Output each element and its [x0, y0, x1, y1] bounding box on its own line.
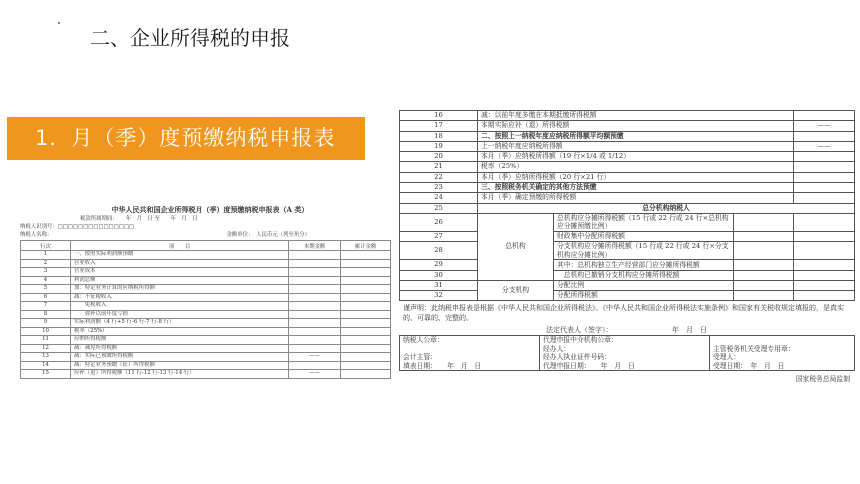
form-title: 中华人民共和国企业所得税月（季）度预缴纳税申报表（A 类）	[111, 205, 309, 214]
row-number: 31	[400, 280, 478, 290]
current-amount	[289, 285, 341, 294]
row-number: 13	[21, 353, 71, 362]
row-number: 6	[21, 293, 71, 302]
row-item: 分配比例	[554, 280, 734, 290]
sig-taxpayer: 纳税人公章： 会计主管： 填表日期： 年 月 日	[400, 336, 540, 371]
current-amount	[289, 276, 341, 285]
table-row	[400, 231, 855, 241]
row-number: 7	[21, 302, 71, 311]
row-number: 23	[400, 183, 478, 193]
row-number: 20	[400, 152, 478, 162]
bullet-dot	[58, 22, 60, 24]
current-amount	[289, 336, 341, 345]
current-amount	[289, 251, 341, 260]
row-number: 3	[21, 268, 71, 277]
cumulative-amount	[341, 353, 391, 362]
row-item: 本月（季）应纳税所得额（19 行×1/4 或 1/12）	[478, 152, 794, 162]
table-row	[21, 344, 391, 353]
cumulative-amount	[341, 319, 391, 328]
table-row	[21, 327, 391, 336]
col-header: 本期金额	[289, 241, 341, 251]
taxpayer-name: 纳税人名称：	[20, 232, 53, 238]
tax-period: 税款所属期间： 年 月 日 至 年 月 日	[80, 216, 198, 222]
left-form	[20, 205, 390, 379]
cumulative-amount	[341, 361, 391, 370]
cumulative-amount	[341, 302, 391, 311]
current-amount	[734, 231, 794, 241]
current-amount	[289, 259, 341, 268]
dash-mark: ——	[309, 353, 320, 359]
row-item: 减：特定业务预缴（征）所得税额	[71, 361, 289, 370]
current-amount	[794, 131, 855, 141]
row-item: 营业成本	[71, 268, 289, 277]
sig-agent: 代理申报中介机构公章： 经办人： 经办人执业证件号码： 代理申报日期： 年 月 日	[540, 336, 710, 371]
table-row	[21, 276, 391, 285]
current-amount	[794, 141, 855, 151]
table-row	[21, 285, 391, 294]
cumulative-amount	[341, 310, 391, 319]
table-row	[400, 280, 855, 290]
section-banner: 1．月（季）度预缴纳税申报表	[7, 117, 365, 160]
current-amount	[794, 121, 855, 131]
table-row	[21, 302, 391, 311]
row-item: 一、按照实际利润额预缴	[71, 251, 289, 260]
current-amount	[289, 302, 341, 311]
table-row	[21, 370, 391, 379]
row-item: 加：特定业务计算的应纳税所得额	[71, 285, 289, 294]
table-row	[21, 268, 391, 277]
declaration: 谨声明：此纳税申报表是根据《中华人民共和国企业所得税法》、《中华人民共和国企业所得税法实施条例》和国家有关税收规定填报的，是真实的、可靠的、完整的。	[403, 304, 844, 323]
cumulative-amount	[341, 370, 391, 379]
row-item: 总分机构纳税人	[478, 203, 855, 213]
col-header: 项 目	[71, 241, 289, 251]
col-header: 行次	[21, 241, 71, 251]
cumulative-amount	[341, 344, 391, 353]
row-number: 15	[21, 370, 71, 379]
table-row	[400, 131, 855, 141]
current-amount	[289, 353, 341, 362]
current-amount	[289, 344, 341, 353]
table-row	[21, 361, 391, 370]
cumulative-amount	[341, 293, 391, 302]
current-amount	[289, 319, 341, 328]
table-row	[400, 121, 855, 131]
cumulative-amount	[794, 260, 855, 270]
col-header: 累计金额	[341, 241, 391, 251]
row-number: 8	[21, 310, 71, 319]
current-amount	[734, 291, 794, 301]
current-amount	[289, 370, 341, 379]
current-amount	[794, 183, 855, 193]
table-row	[21, 336, 391, 345]
row-number: 4	[21, 276, 71, 285]
table-row	[400, 203, 855, 213]
row-number: 21	[400, 162, 478, 172]
row-item: 减：实际已预缴所得税额	[71, 353, 289, 362]
row-number: 12	[21, 344, 71, 353]
row-item: 总机构已撤销分支机构应分摊所得税额	[554, 270, 734, 280]
row-item: 财政集中分配所得税额	[554, 231, 734, 241]
row-item: 二、按照上一纳税年度应纳税所得额平均额预缴	[478, 131, 794, 141]
row-number: 2	[21, 259, 71, 268]
cumulative-amount	[341, 285, 391, 294]
row-number: 1	[21, 251, 71, 260]
table-row	[400, 141, 855, 151]
table-row	[400, 291, 855, 301]
row-number: 28	[400, 242, 478, 260]
row-number: 30	[400, 270, 478, 280]
table-row	[21, 259, 391, 268]
row-item: 实际利润额（4 行+5 行-6 行-7 行-8 行）	[71, 319, 289, 328]
table-row	[400, 111, 855, 121]
cumulative-amount	[794, 242, 855, 260]
row-number: 25	[400, 203, 478, 213]
cumulative-amount	[794, 291, 855, 301]
current-amount	[794, 152, 855, 162]
row-item: 上一纳税年度应纳税所得额	[478, 141, 794, 151]
cumulative-amount	[341, 336, 391, 345]
row-number: 22	[400, 172, 478, 182]
table-row	[400, 242, 855, 260]
table-row	[21, 251, 391, 260]
table-row	[400, 172, 855, 182]
cumulative-amount	[794, 270, 855, 280]
row-number: 18	[400, 131, 478, 141]
row-number: 10	[21, 327, 71, 336]
row-item: 减：以前年度多缴在本期抵缴所得税额	[478, 111, 794, 121]
table-row	[400, 162, 855, 172]
cumulative-amount	[794, 213, 855, 231]
row-item: 三、按照税务机关确定的其他方法预缴	[478, 183, 794, 193]
row-item: 分支机构应分摊所得税额（15 行或 22 行或 24 行×分支机构应分摊比例）	[554, 242, 734, 260]
current-amount	[794, 172, 855, 182]
cumulative-amount	[341, 251, 391, 260]
row-item: 本期实际应补（退）所得税额	[478, 121, 794, 131]
row-item: 减：不征税收入	[71, 293, 289, 302]
group-label-branch: 分支机构	[478, 280, 554, 301]
group-label-head-office: 总机构	[478, 213, 554, 280]
legal-representative: 法定代表人（签字）： 年 月 日	[546, 326, 707, 335]
cumulative-amount	[341, 268, 391, 277]
row-item: 税率（25%）	[478, 162, 794, 172]
row-item: 应补（退）所得税额（11 行-12 行-13 行-14 行）	[71, 370, 289, 379]
slide-title: 二、企业所得税的申报	[90, 26, 290, 50]
table-row	[21, 319, 391, 328]
current-amount	[289, 361, 341, 370]
cumulative-amount	[794, 280, 855, 290]
current-amount	[289, 293, 341, 302]
current-amount	[289, 310, 341, 319]
signature-table	[399, 335, 855, 371]
table-row	[21, 310, 391, 319]
form-footer: 国家税务总局监制	[795, 375, 850, 384]
row-item: 本月（季）应纳所得税额（20 行×21 行）	[478, 172, 794, 182]
dash-mark: ——	[817, 141, 831, 150]
right-form-table	[399, 110, 855, 301]
row-item: 应纳所得税额	[71, 336, 289, 345]
row-number: 26	[400, 213, 478, 231]
amount-unit: 金额单位： 人民币元（列至角分）	[226, 232, 310, 238]
cumulative-amount	[794, 231, 855, 241]
row-item: 本月（季）确定预缴的所得税额	[478, 193, 794, 203]
row-number: 16	[400, 111, 478, 121]
row-item: 税率（25%）	[71, 327, 289, 336]
row-item: 免税收入	[71, 302, 289, 311]
current-amount	[734, 270, 794, 280]
row-number: 17	[400, 121, 478, 131]
current-amount	[794, 162, 855, 172]
current-amount	[734, 280, 794, 290]
row-item: 营业收入	[71, 259, 289, 268]
table-row	[400, 183, 855, 193]
row-item: 利润总额	[71, 276, 289, 285]
current-amount	[794, 193, 855, 203]
table-row	[400, 213, 855, 231]
table-row	[400, 193, 855, 203]
table-row	[400, 152, 855, 162]
row-number: 9	[21, 319, 71, 328]
row-item: 减：减免所得税额	[71, 344, 289, 353]
cumulative-amount	[341, 276, 391, 285]
taxpayer-id: 纳税人识别号：□□□□□□□□□□□□□□□	[20, 224, 135, 230]
current-amount	[289, 327, 341, 336]
table-row	[400, 270, 855, 280]
cumulative-amount	[341, 327, 391, 336]
row-number: 27	[400, 231, 478, 241]
sig-tax-authority: 主管税务机关受理专用章： 受理人： 受理日期： 年 月 日	[710, 336, 855, 371]
row-item: 分配所得税额	[554, 291, 734, 301]
row-number: 5	[21, 285, 71, 294]
right-form	[399, 110, 854, 383]
row-item: 总机构应分摊所得税额（15 行或 22 行或 24 行×总机构应分摊预缴比例）	[554, 213, 734, 231]
left-form-table	[20, 240, 391, 379]
table-row	[400, 260, 855, 270]
current-amount	[734, 242, 794, 260]
dash-mark: ——	[309, 370, 320, 376]
table-row	[21, 293, 391, 302]
row-number: 14	[21, 361, 71, 370]
current-amount	[794, 111, 855, 121]
row-number: 19	[400, 141, 478, 151]
current-amount	[734, 260, 794, 270]
row-number: 11	[21, 336, 71, 345]
row-number: 32	[400, 291, 478, 301]
current-amount	[734, 213, 794, 231]
row-number: 24	[400, 193, 478, 203]
row-item: 弥补以前年度亏损	[71, 310, 289, 319]
current-amount	[289, 268, 341, 277]
table-row	[21, 353, 391, 362]
row-item: 其中：总机构独立生产经营部门应分摊所得税额	[554, 260, 734, 270]
cumulative-amount	[341, 259, 391, 268]
row-number: 29	[400, 260, 478, 270]
dash-mark: ——	[817, 121, 831, 130]
